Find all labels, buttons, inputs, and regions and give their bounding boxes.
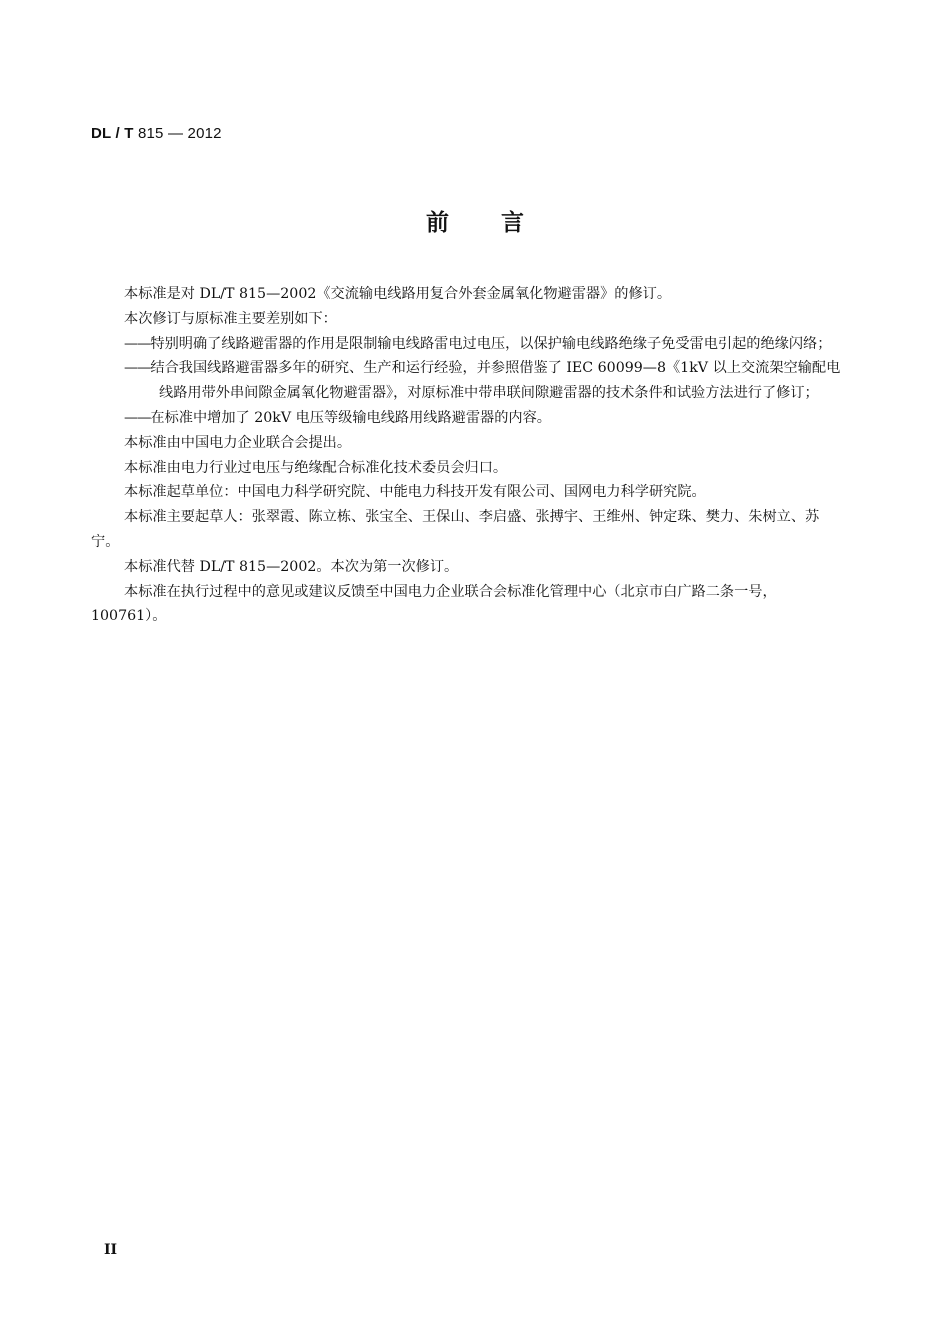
- standard-code: DL / T: [91, 125, 134, 142]
- dash-mark: ——: [124, 360, 151, 377]
- foreword-body: [91, 282, 843, 629]
- standard-header: [91, 125, 222, 142]
- paragraph-feedback: 本标准在执行过程中的意见或建议反馈至中国电力企业联合会标准化管理中心（北京市白广路二条一号，100761）。: [91, 583, 777, 625]
- change-item: [91, 356, 843, 406]
- change-item: [91, 406, 843, 431]
- change-item-text: 结合我国线路避雷器多年的研究、生产和运行经验，并参照借鉴了 IEC 60099—8《1kV 以上交流架空输配电线路用带外串间隙金属氧化物避雷器》，对原标准中带串联间隙避雷器的技术条件和试验方法进行了修订；: [150, 360, 841, 402]
- paragraph-revision-of: 本标准是对 DL/T 815—2002《交流输电线路用复合外套金属氧化物避雷器》的修订。: [124, 286, 672, 302]
- paragraph-main-drafters: 本标准主要起草人：张翠霞、陈立栋、张宝全、王保山、李启盛、张搏宇、王维州、钟定珠、樊力、朱树立、苏宁。: [91, 509, 820, 550]
- change-item-text: 特别明确了线路避雷器的作用是限制输电线路雷电过电压，以保护输电线路绝缘子免受雷电引起的绝缘闪络；: [150, 335, 832, 352]
- page-number: II: [104, 1242, 118, 1258]
- paragraph-replaces: 本标准代替 DL/T 815—2002。本次为第一次修订。: [124, 558, 459, 575]
- page-title: 前言: [426, 210, 576, 236]
- paragraph-under-jurisdiction: 本标准由电力行业过电压与绝缘配合标准化技术委员会归口。: [124, 459, 508, 476]
- paragraph-drafting-units: 本标准起草单位：中国电力科学研究院、中能电力科技开发有限公司、国网电力科学研究院。: [124, 484, 706, 501]
- paragraph-proposed-by: 本标准由中国电力企业联合会提出。: [124, 434, 352, 451]
- change-item-text: 在标准中增加了 20kV 电压等级输电线路用线路避雷器的内容。: [150, 409, 551, 426]
- paragraph-main-differences: 本次修订与原标准主要差别如下：: [124, 310, 337, 327]
- standard-number: 815 — 2012: [137, 125, 222, 142]
- dash-mark: ——: [124, 335, 151, 352]
- dash-mark: ——: [124, 409, 151, 426]
- change-item: [91, 332, 843, 357]
